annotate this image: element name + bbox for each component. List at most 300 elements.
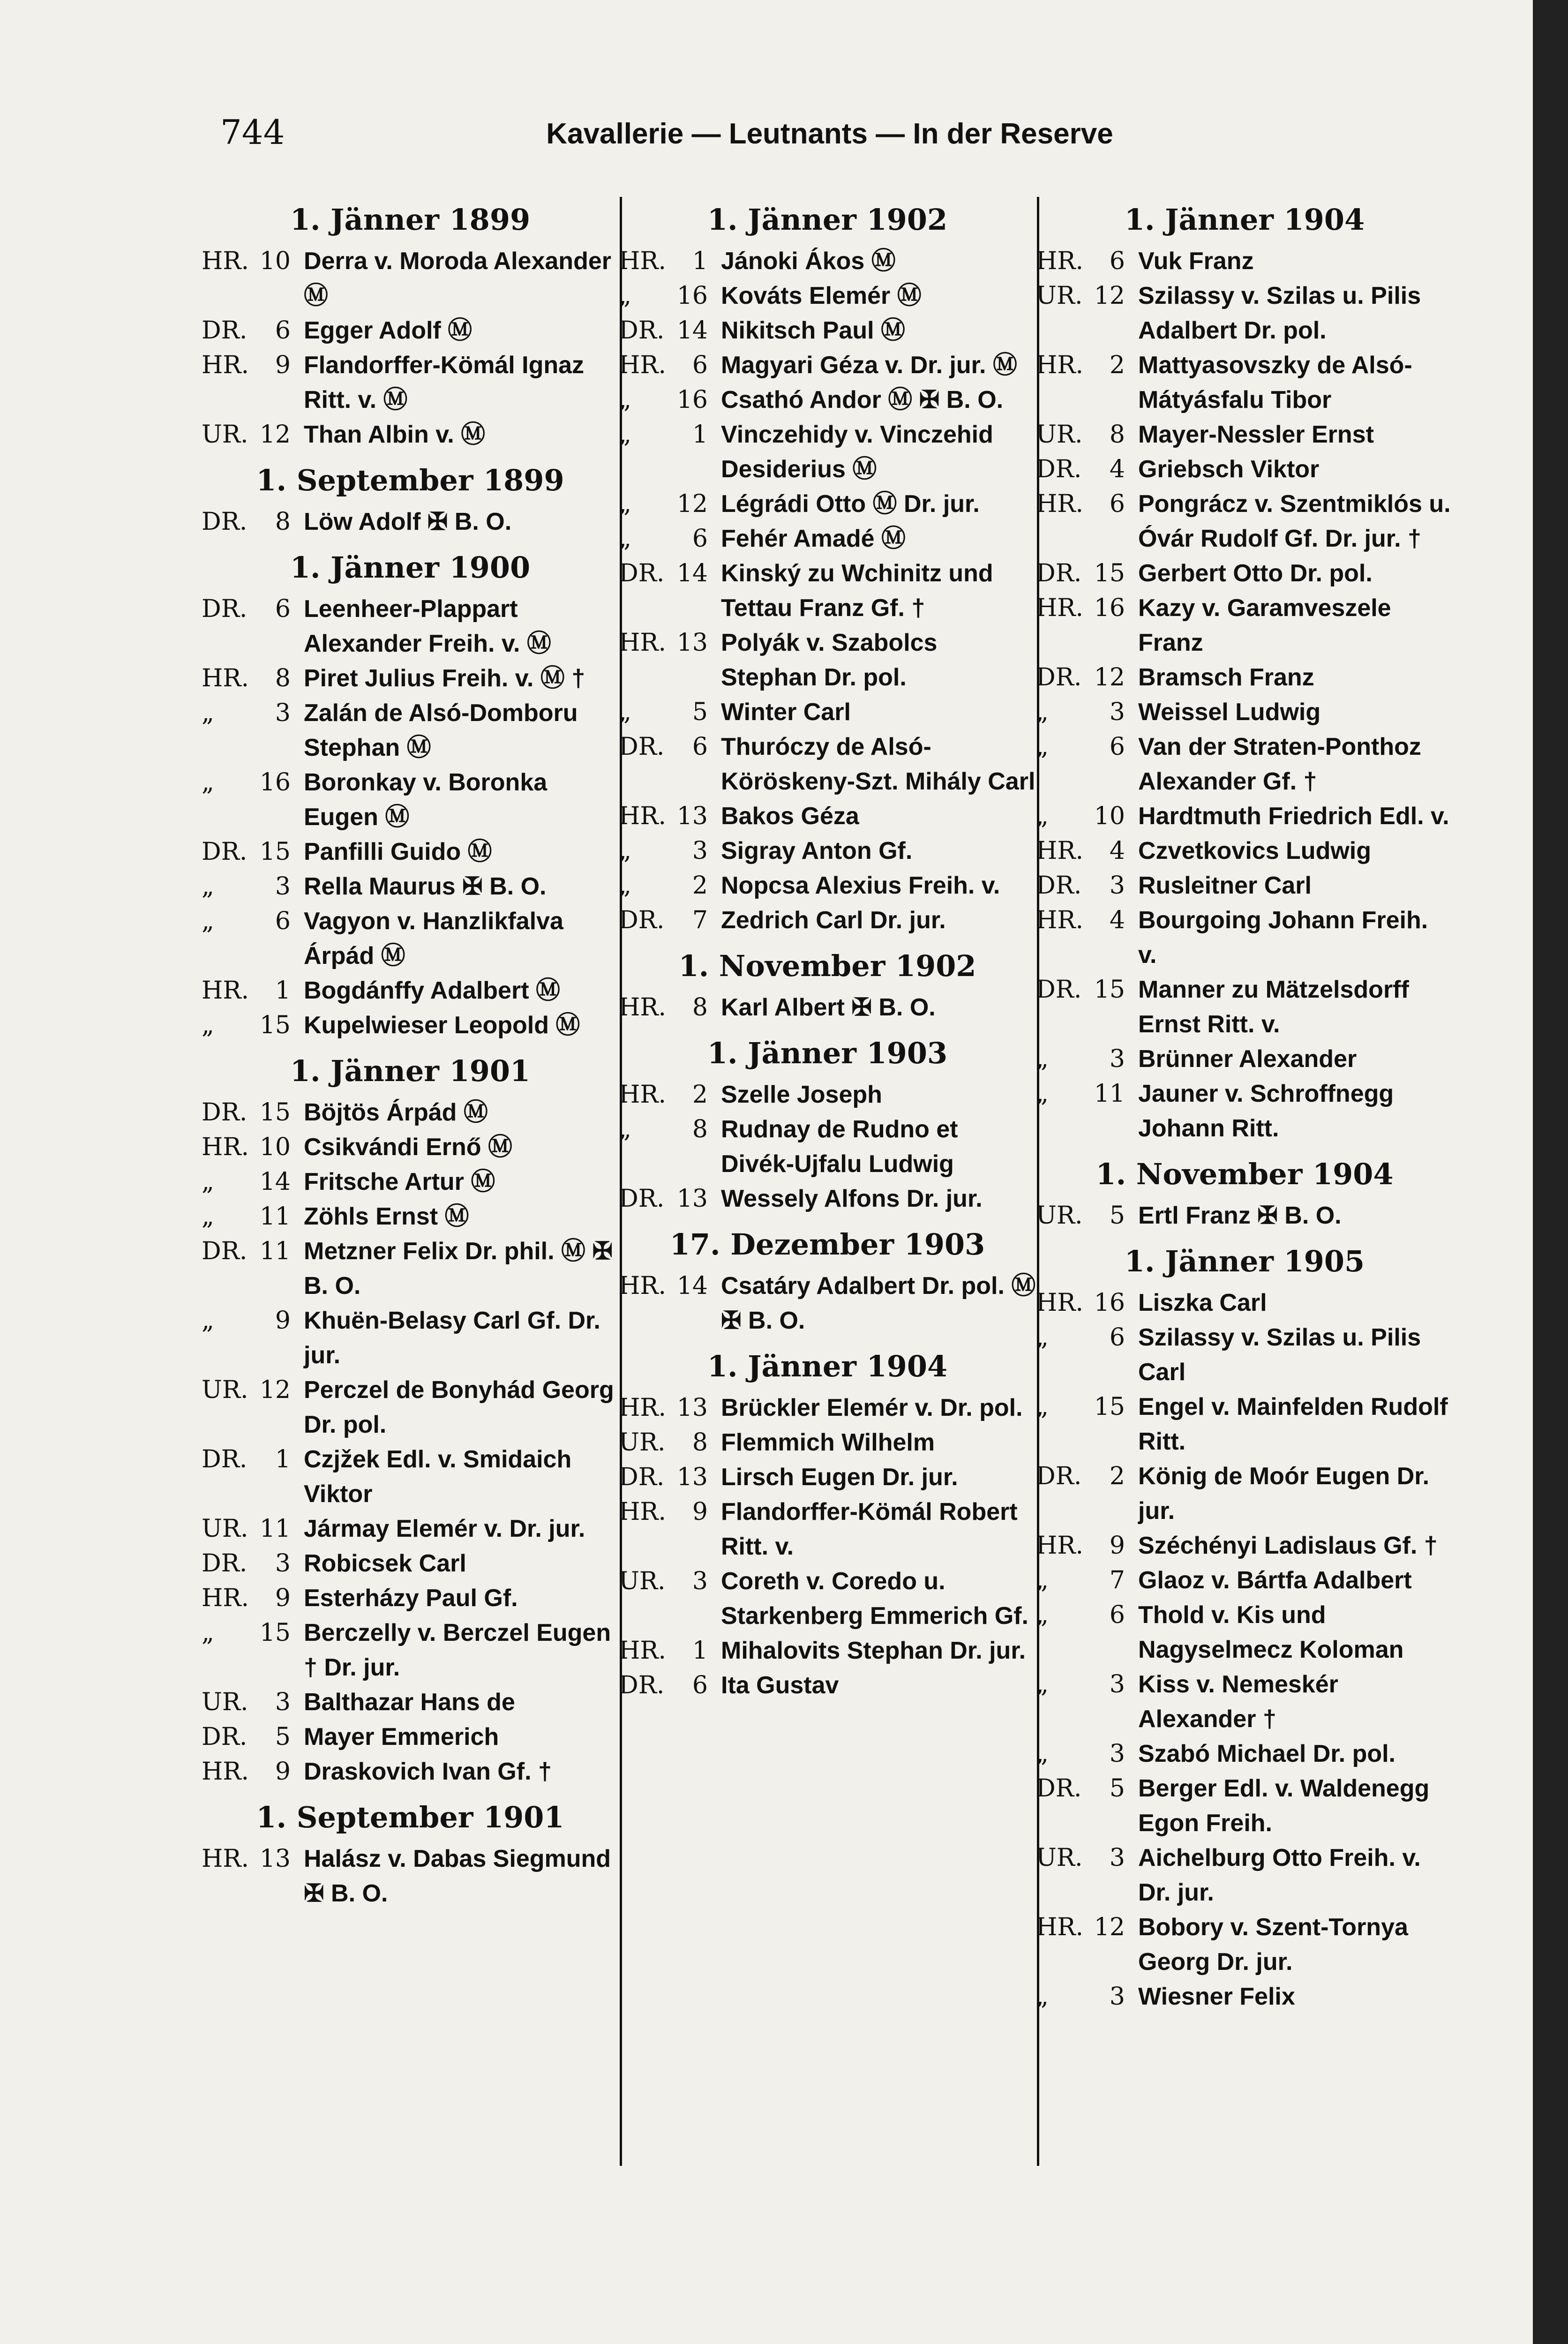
regiment-number: 16	[259, 768, 291, 796]
regiment-number: 3	[692, 837, 708, 865]
regiment-type: HR.	[1036, 594, 1084, 622]
officer-entry	[619, 1668, 1036, 1703]
regiment-type: DR.	[619, 733, 665, 761]
regiment-type: HR.	[1036, 1913, 1084, 1941]
regiment-number: 6	[692, 525, 708, 553]
officer-name: Kováts Elemér Ⓜ	[721, 282, 922, 309]
officer-entry	[202, 348, 619, 417]
officer-name: Kinský zu Wchinitz und Tettau Franz Gf. †	[721, 560, 993, 622]
officer-entry	[202, 1511, 619, 1546]
regiment-type: DR.	[1036, 1462, 1082, 1490]
officer-entry	[619, 1460, 1036, 1495]
officer-name: Légrádi Otto Ⓜ Dr. jur.	[721, 490, 980, 518]
officer-name: Van der Straten-Ponthoz Alexander Gf. †	[1138, 733, 1421, 795]
regiment-number: 15	[259, 1098, 291, 1127]
officer-entry	[1036, 799, 1453, 834]
regiment-type: DR.	[619, 316, 665, 345]
regiment-type: HR.	[1036, 351, 1084, 379]
regiment-type: „	[619, 1115, 631, 1143]
regiment-number: 11	[1094, 1080, 1125, 1108]
officer-name: Kupelwieser Leopold Ⓜ	[304, 1012, 580, 1039]
officer-entry	[1036, 1285, 1453, 1320]
officer-entry	[1036, 1528, 1453, 1563]
officer-name: Rudnay de Rudno et Divék-Ujfalu Ludwig	[721, 1116, 958, 1178]
officer-entry	[619, 521, 1036, 556]
regiment-number: 3	[1109, 1983, 1125, 2011]
regiment-number: 6	[1109, 1601, 1125, 1629]
regiment-number: 12	[259, 421, 291, 449]
regiment-number: 9	[275, 351, 291, 379]
officer-name: Jauner v. Schroffnegg Johann Ritt.	[1138, 1080, 1394, 1142]
date-section	[619, 1226, 1036, 1338]
regiment-type: HR.	[619, 1498, 667, 1526]
officer-entry	[619, 1077, 1036, 1112]
regiment-number: 8	[275, 664, 291, 692]
officer-entry	[202, 417, 619, 452]
officer-entry	[202, 1442, 619, 1511]
regiment-type: HR.	[619, 351, 667, 379]
regiment-number: 3	[1109, 1740, 1125, 1768]
officer-entry	[202, 504, 619, 539]
officer-name: Fehér Amadé Ⓜ	[721, 525, 906, 552]
officer-entry	[202, 1581, 619, 1615]
section-date-heading: 1. September 1899	[256, 463, 564, 497]
regiment-type: UR.	[202, 1688, 248, 1716]
officer-name: Piret Julius Freih. v. Ⓜ †	[304, 665, 585, 692]
officer-entry	[619, 244, 1036, 278]
officer-entry	[202, 661, 619, 696]
officer-entry	[202, 765, 619, 834]
regiment-number: 10	[259, 247, 291, 275]
regiment-number: 15	[259, 838, 291, 866]
officer-name: Khuën-Belasy Carl Gf. Dr. jur.	[304, 1307, 600, 1369]
officer-name: Magyari Géza v. Dr. jur. Ⓜ	[721, 352, 1017, 379]
regiment-number: 12	[676, 490, 708, 518]
regiment-number: 8	[692, 1115, 708, 1143]
officer-entry	[1036, 1979, 1453, 2014]
officer-name: Czjžek Edl. v. Smidaich Viktor	[304, 1446, 572, 1508]
officer-name: Wiesner Felix	[1138, 1983, 1295, 2010]
officer-name: Czvetkovics Ludwig	[1138, 837, 1371, 864]
regiment-type: HR.	[619, 1394, 667, 1422]
officer-name: Bobory v. Szent-Tornya Georg Dr. jur.	[1138, 1914, 1408, 1976]
regiment-type: HR.	[1036, 1532, 1084, 1560]
regiment-number: 11	[259, 1237, 291, 1265]
officer-entry	[619, 990, 1036, 1025]
regiment-number: 6	[1109, 1323, 1125, 1352]
regiment-number: 5	[275, 1723, 291, 1751]
officer-name: Vagyon v. Hanzlikfalva Árpád Ⓜ	[304, 908, 563, 969]
officer-entry	[619, 1425, 1036, 1460]
regiment-type: „	[202, 1011, 214, 1039]
regiment-type: DR.	[619, 1463, 665, 1491]
regiment-number: 13	[676, 629, 708, 657]
regiment-type: HR.	[202, 1845, 249, 1873]
officer-name: Pongrácz v. Szentmiklós u. Óvár Rudolf Gf. Dr. jur. †	[1138, 490, 1451, 552]
officer-entry	[202, 1303, 619, 1373]
date-section	[619, 948, 1036, 1025]
regiment-number: 12	[1094, 1913, 1125, 1941]
officer-entry	[619, 1181, 1036, 1216]
regiment-type: DR.	[1036, 976, 1082, 1004]
regiment-number: 12	[259, 1376, 291, 1404]
regiment-type: „	[202, 1168, 214, 1196]
date-section	[1036, 1243, 1453, 2014]
officer-entry	[1036, 1320, 1453, 1390]
regiment-number: 8	[1109, 421, 1125, 449]
regiment-type: DR.	[202, 1723, 248, 1751]
date-section	[202, 549, 619, 1043]
regiment-number: 15	[1094, 559, 1125, 587]
officer-entry	[1036, 903, 1453, 972]
officer-name: Polyák v. Szabolcs Stephan Dr. pol.	[721, 629, 938, 691]
officer-entry	[1036, 1771, 1453, 1841]
officer-name: Flandorffer-Kömál Ignaz Ritt. v. Ⓜ	[304, 352, 585, 413]
column-3	[1036, 202, 1453, 2339]
officer-name: Esterházy Paul Gf.	[304, 1585, 518, 1612]
page-header	[220, 113, 1439, 164]
regiment-number: 1	[692, 1637, 708, 1665]
regiment-type: „	[1036, 802, 1049, 830]
officer-name: Egger Adolf Ⓜ	[304, 317, 473, 344]
officer-name: Flandorffer-Kömál Robert Ritt. v.	[721, 1498, 1018, 1560]
officer-entry	[1036, 729, 1453, 799]
officer-entry	[202, 869, 619, 904]
officer-name: Lirsch Eugen Dr. jur.	[721, 1464, 958, 1491]
officer-name: Than Albin v. Ⓜ	[304, 421, 486, 448]
regiment-type: „	[619, 282, 631, 310]
regiment-number: 7	[692, 906, 708, 934]
regiment-number: 6	[692, 733, 708, 761]
regiment-type: DR.	[202, 316, 248, 345]
regiment-type: „	[202, 768, 214, 796]
regiment-number: 6	[275, 595, 291, 623]
running-head: Kavallerie — Leutnants — In der Reserve	[546, 118, 1113, 150]
regiment-type: HR.	[202, 664, 249, 692]
section-date-heading: 1. November 1904	[1095, 1157, 1394, 1191]
officer-entry	[1036, 1910, 1453, 1979]
regiment-number: 4	[1109, 906, 1125, 934]
officer-entry	[1036, 591, 1453, 660]
date-section	[202, 1799, 619, 1911]
regiment-type: HR.	[619, 802, 667, 830]
section-date-heading: 1. Jänner 1901	[290, 1054, 531, 1088]
officer-name: Thold v. Kis und Nagyselmecz Koloman	[1138, 1601, 1404, 1663]
regiment-number: 10	[1094, 802, 1125, 830]
section-date-heading: 1. November 1902	[678, 949, 976, 983]
regiment-type: HR.	[619, 993, 667, 1022]
officer-name: Csathó Andor Ⓜ ✠ B. O.	[721, 386, 1004, 413]
regiment-number: 2	[1109, 1462, 1125, 1490]
regiment-number: 11	[259, 1202, 291, 1231]
regiment-type: „	[202, 1202, 214, 1231]
officer-name: Derra v. Moroda Alexander Ⓜ	[304, 248, 611, 309]
regiment-number: 12	[1094, 663, 1125, 691]
date-section	[1036, 1156, 1453, 1233]
regiment-number: 9	[1109, 1532, 1125, 1560]
regiment-type: DR.	[202, 1445, 248, 1473]
regiment-number: 4	[1109, 837, 1125, 865]
officer-name: Zedrich Carl Dr. jur.	[721, 907, 946, 934]
officer-name: Csikvándi Ernő Ⓜ	[304, 1134, 512, 1161]
regiment-type: DR.	[619, 906, 665, 934]
date-section	[619, 202, 1036, 938]
officer-entry	[619, 1112, 1036, 1181]
regiment-number: 14	[676, 316, 708, 345]
officer-name: Leenheer-Plappart Alexander Freih. v. Ⓜ	[304, 595, 551, 657]
officer-name: Böjtös Árpád Ⓜ	[304, 1099, 488, 1126]
officer-entry	[619, 903, 1036, 938]
regiment-type: „	[1036, 733, 1049, 761]
regiment-type: „	[202, 907, 214, 935]
regiment-type: „	[619, 525, 631, 553]
officer-name: Bakos Géza	[721, 803, 859, 830]
officer-name: Löw Adolf ✠ B. O.	[304, 508, 512, 535]
regiment-number: 8	[275, 508, 291, 536]
officer-entry	[1036, 1667, 1453, 1736]
regiment-type: UR.	[1036, 1202, 1083, 1230]
regiment-number: 1	[275, 1445, 291, 1473]
officer-name: Mihalovits Stephan Dr. jur.	[721, 1637, 1026, 1664]
officer-entry	[202, 1720, 619, 1754]
regiment-type: „	[202, 872, 214, 901]
regiment-type: HR.	[619, 1272, 667, 1300]
section-date-heading: 1. Jänner 1902	[707, 203, 948, 237]
officer-name: Nikitsch Paul Ⓜ	[721, 317, 905, 344]
officer-name: Bogdánffy Adalbert Ⓜ	[304, 977, 560, 1004]
regiment-type: DR.	[202, 508, 248, 536]
regiment-number: 3	[1109, 871, 1125, 900]
officer-entry	[1036, 278, 1453, 348]
regiment-type: HR.	[202, 351, 249, 379]
regiment-type: „	[619, 421, 631, 449]
page-edge	[1533, 0, 1568, 2344]
section-date-heading: 1. Jänner 1900	[290, 550, 531, 585]
regiment-type: UR.	[1036, 421, 1083, 449]
regiment-number: 15	[1094, 976, 1125, 1004]
column-1	[202, 202, 619, 2339]
regiment-type: „	[1036, 1740, 1049, 1768]
officer-entry	[202, 1373, 619, 1442]
regiment-number: 5	[1109, 1774, 1125, 1803]
regiment-number: 2	[692, 1081, 708, 1109]
officer-name: Brünner Alexander	[1138, 1045, 1357, 1073]
date-section	[619, 1348, 1036, 1703]
officer-name: Boronkay v. Boronka Eugen Ⓜ	[304, 769, 548, 831]
regiment-type: „	[1036, 1080, 1049, 1108]
officer-name: Weissel Ludwig	[1138, 699, 1321, 726]
column-2	[619, 202, 1036, 2339]
regiment-number: 9	[275, 1584, 291, 1612]
regiment-number: 16	[1094, 1289, 1125, 1317]
officer-entry	[619, 729, 1036, 799]
regiment-type: „	[1036, 1983, 1049, 2011]
officer-name: Winter Carl	[721, 699, 851, 726]
regiment-number: 3	[1109, 698, 1125, 726]
regiment-type: HR.	[1036, 1289, 1084, 1317]
officer-entry	[1036, 695, 1453, 729]
officer-entry	[619, 1269, 1036, 1338]
regiment-type: HR.	[1036, 490, 1084, 518]
officer-name: Engel v. Mainfelden Rudolf Ritt.	[1138, 1393, 1448, 1455]
regiment-type: HR.	[619, 1637, 667, 1665]
regiment-type: HR.	[1036, 837, 1084, 865]
regiment-type: DR.	[202, 838, 248, 866]
regiment-number: 3	[275, 872, 291, 901]
regiment-number: 15	[1094, 1393, 1125, 1421]
officer-entry	[202, 1234, 619, 1303]
regiment-number: 6	[1109, 247, 1125, 275]
officer-name: Halász v. Dabas Siegmund ✠ B. O.	[304, 1845, 611, 1907]
officer-name: Fritsche Artur Ⓜ	[304, 1168, 495, 1195]
officer-entry	[202, 904, 619, 973]
regiment-type: DR.	[202, 595, 248, 623]
regiment-number: 3	[1109, 1844, 1125, 1872]
officer-entry	[619, 695, 1036, 729]
regiment-type: UR.	[202, 1515, 248, 1543]
regiment-type: UR.	[619, 1428, 666, 1457]
section-date-heading: 1. Jänner 1899	[290, 203, 531, 237]
officer-entry	[202, 1615, 619, 1685]
regiment-type: HR.	[202, 1584, 249, 1612]
regiment-type: „	[1036, 1323, 1049, 1352]
officer-entry	[1036, 452, 1453, 487]
regiment-type: „	[1036, 1566, 1049, 1594]
regiment-type: „	[1036, 698, 1049, 726]
regiment-number: 13	[676, 1185, 708, 1213]
officer-entry	[1036, 1598, 1453, 1667]
officer-name: Glaoz v. Bártfa Adalbert	[1138, 1567, 1412, 1594]
regiment-number: 15	[259, 1619, 291, 1647]
regiment-number: 3	[275, 699, 291, 727]
regiment-number: 14	[259, 1168, 291, 1196]
officer-name: Manner zu Mätzelsdorff Ernst Ritt. v.	[1138, 976, 1409, 1038]
officer-entry	[1036, 1076, 1453, 1146]
officer-name: Gerbert Otto Dr. pol.	[1138, 560, 1373, 587]
regiment-type: DR.	[1036, 1774, 1082, 1803]
officer-entry	[202, 592, 619, 661]
regiment-type: HR.	[1036, 247, 1084, 275]
regiment-type: DR.	[202, 1549, 248, 1578]
officer-entry	[619, 313, 1036, 348]
date-section	[202, 462, 619, 539]
regiment-type: DR.	[202, 1098, 248, 1127]
regiment-number: 3	[275, 1549, 291, 1578]
officer-name: Mattyasovszky de Alsó-Mátyásfalu Tibor	[1138, 352, 1412, 413]
officer-entry	[1036, 1198, 1453, 1233]
officer-entry	[619, 556, 1036, 625]
regiment-type: HR.	[1036, 906, 1084, 934]
regiment-type: „	[202, 1307, 214, 1335]
officer-name: Coreth v. Coredo u. Starkenberg Emmerich Gf.	[721, 1568, 1028, 1630]
officer-entry	[619, 799, 1036, 834]
date-section	[202, 202, 619, 452]
regiment-number: 14	[676, 559, 708, 587]
officer-name: Draskovich Ivan Gf. †	[304, 1758, 552, 1785]
regiment-number: 5	[1109, 1202, 1125, 1230]
regiment-type: „	[1036, 1670, 1049, 1698]
officer-entry	[202, 244, 619, 313]
date-section	[619, 1035, 1036, 1216]
officer-entry	[1036, 972, 1453, 1042]
officer-name: Kazy v. Garamveszele Franz	[1138, 594, 1391, 656]
regiment-number: 7	[1109, 1566, 1125, 1594]
officer-name: Berczelly v. Berczel Eugen † Dr. jur.	[304, 1619, 611, 1681]
section-date-heading: 1. Jänner 1903	[707, 1036, 948, 1070]
regiment-number: 14	[676, 1272, 708, 1300]
regiment-type: UR.	[202, 1376, 248, 1404]
regiment-number: 3	[275, 1688, 291, 1716]
officer-name: Mayer-Nessler Ernst	[1138, 421, 1374, 448]
regiment-number: 16	[676, 386, 708, 414]
officer-entry	[619, 278, 1036, 313]
officer-name: Panfilli Guido Ⓜ	[304, 838, 492, 865]
regiment-type: HR.	[202, 1133, 249, 1161]
officer-name: Berger Edl. v. Waldenegg Egon Freih.	[1138, 1775, 1430, 1837]
officer-name: Jánoki Ákos Ⓜ	[721, 248, 896, 275]
officer-name: Vinczehidy v. Vinczehid Desiderius Ⓜ	[721, 421, 993, 483]
officer-name: Szelle Joseph	[721, 1081, 882, 1108]
regiment-type: UR.	[202, 421, 248, 449]
section-date-heading: 1. Jänner 1904	[707, 1349, 948, 1383]
regiment-type: „	[1036, 1601, 1049, 1629]
officer-name: Nopcsa Alexius Freih. v.	[721, 872, 1000, 899]
regiment-number: 10	[259, 1133, 291, 1161]
officer-entry	[202, 1095, 619, 1130]
officer-entry	[1036, 834, 1453, 868]
officer-entry	[202, 1008, 619, 1043]
officer-name: Aichelburg Otto Freih. v. Dr. jur.	[1138, 1844, 1421, 1906]
regiment-type: DR.	[1036, 663, 1082, 691]
regiment-number: 6	[275, 907, 291, 935]
officer-name: Szilassy v. Szilas u. Pilis Adalbert Dr. pol.	[1138, 282, 1421, 344]
officer-entry	[202, 1754, 619, 1789]
section-date-heading: 1. September 1901	[256, 1800, 564, 1834]
officer-entry	[202, 973, 619, 1008]
officer-name: Griebsch Viktor	[1138, 456, 1320, 483]
officer-entry	[202, 834, 619, 869]
regiment-number: 11	[259, 1515, 291, 1543]
regiment-type: UR.	[619, 1567, 666, 1595]
regiment-type: UR.	[1036, 1844, 1083, 1872]
officer-name: König de Moór Eugen Dr. jur.	[1138, 1463, 1430, 1525]
officer-entry	[619, 487, 1036, 521]
officer-entry	[202, 313, 619, 348]
regiment-type: DR.	[1036, 559, 1082, 587]
date-section	[1036, 202, 1453, 1146]
regiment-number: 13	[676, 1463, 708, 1491]
regiment-type: HR.	[202, 1758, 249, 1786]
regiment-number: 9	[275, 1758, 291, 1786]
regiment-type: „	[619, 386, 631, 414]
officer-entry	[1036, 660, 1453, 695]
officer-entry	[1036, 417, 1453, 452]
officer-entry	[202, 1685, 619, 1720]
officer-name: Csatáry Adalbert Dr. pol. Ⓜ ✠ B. O.	[721, 1272, 1036, 1334]
officer-name: Perczel de Bonyhád Georg Dr. pol.	[304, 1376, 614, 1438]
regiment-type: DR.	[1036, 455, 1082, 483]
officer-name: Zalán de Alsó-Domboru Stephan Ⓜ	[304, 699, 578, 761]
officer-name: Wessely Alfons Dr. jur.	[721, 1185, 983, 1212]
officer-entry	[1036, 244, 1453, 278]
officer-name: Kiss v. Nemeskér Alexander †	[1138, 1671, 1338, 1733]
officer-entry	[202, 1841, 619, 1911]
officer-entry	[1036, 1459, 1453, 1528]
regiment-type: „	[202, 699, 214, 727]
regiment-number: 3	[692, 1567, 708, 1595]
regiment-type: DR.	[202, 1237, 248, 1265]
regiment-number: 16	[1094, 594, 1125, 622]
